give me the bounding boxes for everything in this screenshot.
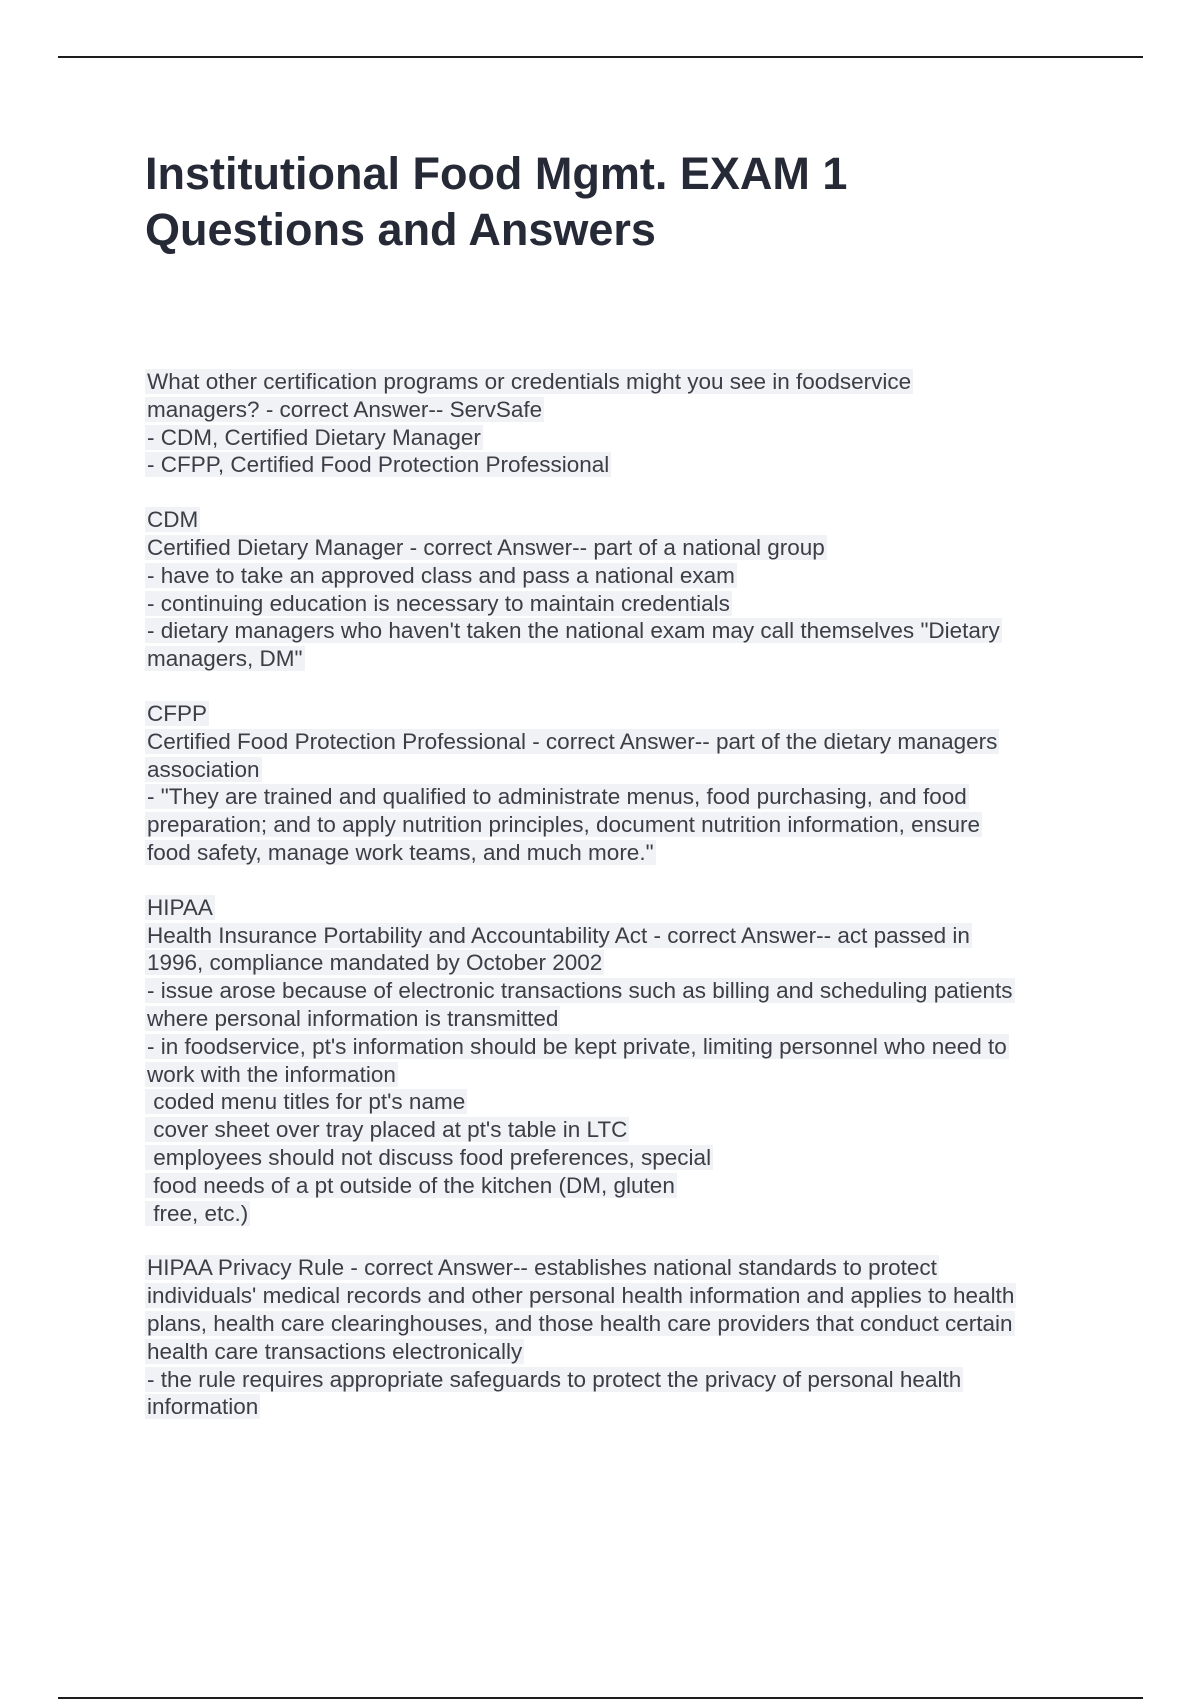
qa-line-text: food needs of a pt outside of the kitchen (DM, gluten [147, 1172, 675, 1198]
qa-line [145, 700, 1095, 728]
qa-line-text: food safety, manage work teams, and much more." [147, 839, 654, 865]
qa-line [145, 1338, 1095, 1366]
qa-line-text: work with the information [147, 1061, 396, 1087]
qa-line-text: - dietary managers who haven't taken the national exam may call themselves "Dietary [147, 618, 1000, 644]
qa-entry [145, 506, 1095, 673]
qa-line-text: - the rule requires appropriate safeguards to protect the privacy of personal health [147, 1366, 962, 1392]
qa-line [145, 645, 1095, 673]
qa-line-text: individuals' medical records and other personal health information and applies to health [147, 1283, 1015, 1309]
qa-entry [145, 894, 1095, 1228]
qa-entry [145, 1254, 1095, 1421]
qa-line [145, 756, 1095, 784]
qa-line [145, 1172, 1095, 1200]
qa-line [145, 451, 1095, 479]
qa-line-text: What other certification programs or credentials might you see in foodservice [147, 369, 912, 394]
qa-line [145, 534, 1095, 562]
top-rule [58, 56, 1143, 58]
qa-line [145, 1144, 1095, 1172]
qa-line-text: preparation; and to apply nutrition principles, document nutrition information, ensure [147, 812, 980, 838]
qa-line-text: - issue arose because of electronic transactions such as billing and scheduling patients [147, 978, 1013, 1004]
qa-line [145, 1116, 1095, 1144]
qa-line-text: where personal information is transmitted [147, 1005, 559, 1031]
page-title [145, 146, 1125, 258]
qa-line-text: - CDM, Certified Dietary Manager [147, 424, 481, 450]
qa-entry [145, 700, 1095, 867]
qa-line [145, 617, 1095, 645]
qa-line-text: health care transactions electronically [147, 1338, 523, 1364]
qa-line [145, 1061, 1095, 1089]
qa-line [145, 1200, 1095, 1228]
qa-line [145, 424, 1095, 452]
qa-line-text: CFPP [147, 700, 208, 726]
qa-line [145, 728, 1095, 756]
qa-line-text: HIPAA Privacy Rule - correct Answer-- establishes national standards to protect [147, 1255, 937, 1281]
qa-line [145, 922, 1095, 950]
qa-line [145, 1088, 1095, 1116]
qa-line-text: CDM [147, 507, 199, 533]
qa-line [145, 1282, 1095, 1310]
qa-line [145, 1005, 1095, 1033]
qa-line-text: plans, health care clearinghouses, and those health care providers that conduct certain [147, 1310, 1013, 1336]
qa-line [145, 368, 1095, 396]
qa-line-text: cover sheet over tray placed at pt's table in LTC [147, 1117, 628, 1143]
qa-content [145, 368, 1095, 1448]
page-title-line-1: Institutional Food Mgmt. EXAM 1 [145, 148, 848, 199]
qa-line [145, 396, 1095, 424]
qa-line [145, 1254, 1095, 1282]
qa-line [145, 783, 1095, 811]
qa-line [145, 506, 1095, 534]
qa-line-text: HIPAA [147, 894, 213, 920]
qa-line-text: association [147, 756, 260, 782]
qa-line-text: Certified Food Protection Professional - correct Answer-- part of the dietary managers [147, 728, 998, 754]
qa-line-text: employees should not discuss food preferences, special [147, 1144, 712, 1170]
qa-line [145, 562, 1095, 590]
qa-line-text: coded menu titles for pt's name [147, 1089, 466, 1115]
qa-line-text: - continuing education is necessary to maintain credentials [147, 590, 730, 616]
qa-line-text: - in foodservice, pt's information should be kept private, limiting personnel who need to [147, 1033, 1007, 1059]
qa-line-text: managers? - correct Answer-- ServSafe [147, 396, 543, 422]
qa-line [145, 1310, 1095, 1338]
qa-line-text: Health Insurance Portability and Accountability Act - correct Answer-- act passed in [147, 922, 970, 948]
qa-line [145, 1393, 1095, 1421]
qa-line [145, 1366, 1095, 1394]
qa-line [145, 590, 1095, 618]
bottom-rule [58, 1697, 1143, 1699]
qa-line-text: - CFPP, Certified Food Protection Professional [147, 452, 610, 478]
page-title-line-2: Questions and Answers [145, 204, 656, 255]
qa-line-text: Certified Dietary Manager - correct Answer-- part of a national group [147, 534, 825, 560]
qa-line-text: free, etc.) [147, 1200, 249, 1226]
qa-entry [145, 368, 1095, 479]
qa-line-text: information [147, 1394, 259, 1420]
qa-line [145, 977, 1095, 1005]
qa-line-text: managers, DM" [147, 646, 303, 672]
qa-line-text: 1996, compliance mandated by October 2002 [147, 950, 603, 976]
qa-line [145, 839, 1095, 867]
qa-line [145, 949, 1095, 977]
qa-line [145, 811, 1095, 839]
qa-line [145, 894, 1095, 922]
qa-line-text: - have to take an approved class and pass a national exam [147, 562, 735, 588]
qa-line [145, 1033, 1095, 1061]
qa-line-text: - "They are trained and qualified to administrate menus, food purchasing, and food [147, 784, 967, 810]
